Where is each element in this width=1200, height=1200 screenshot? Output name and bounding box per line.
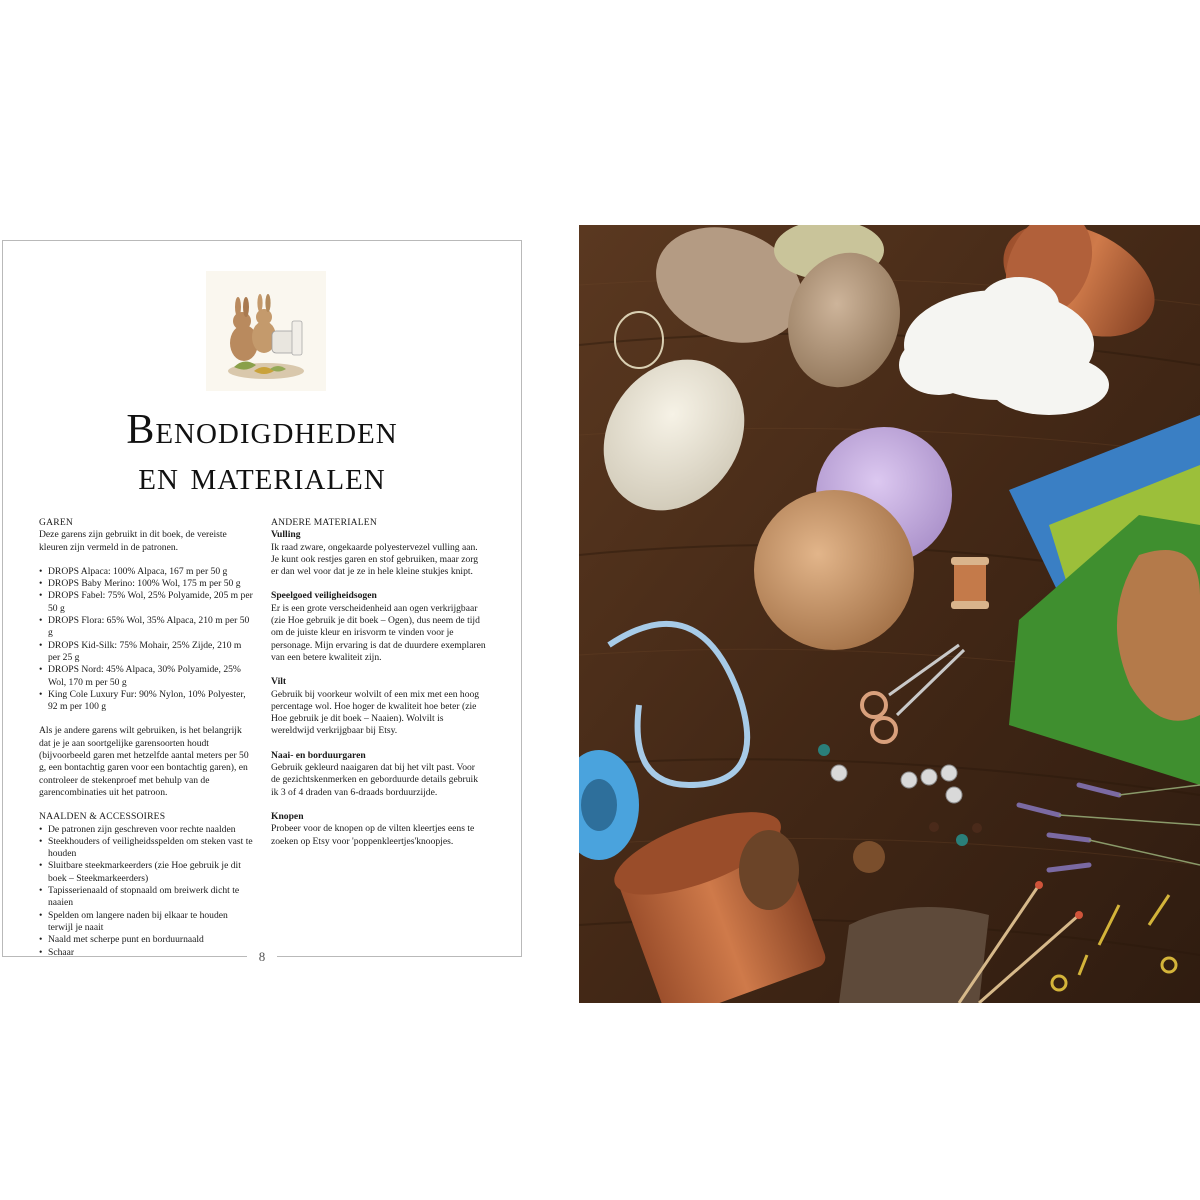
right-text-column (271, 517, 486, 848)
vilt-heading: Vilt (271, 676, 287, 688)
title-line-1: Benodigdheden (126, 407, 398, 453)
garen-naai-body: Gebruik gekleurd naaigaren dat bij het vilt past. Voor de gezichtskenmerken en geborduurde details gebruik ik 3 of 4 draden van 6-draads borduurzijde. (271, 762, 478, 798)
list-item: • DROPS Alpaca: 100% Alpaca, 167 m per 50 g (39, 566, 254, 578)
materials-photo (579, 225, 1200, 1003)
ogen-heading: Speelgoed veiligheidsogen (271, 590, 377, 602)
knopen-body: Probeer voor de knopen op de vilten kleertjes eens te zoeken op Etsy voor 'poppenkleertjes'knoopjes. (271, 823, 475, 847)
list-item: • Naald met scherpe punt en borduurnaald (39, 934, 254, 946)
left-text-column (39, 517, 254, 959)
list-item: • DROPS Baby Merino: 100% Wol, 175 m per 50 g (39, 578, 254, 590)
list-item: • Tapisserienaald of stopnaald om breiwerk dicht te naaien (39, 885, 254, 910)
vulling-heading: Vulling (271, 529, 301, 541)
list-item: • DROPS Fabel: 75% Wol, 25% Polyamide, 205 m per 50 g (39, 590, 254, 615)
title-line-2: en materialen (138, 453, 386, 499)
vulling-body: Ik raad zware, ongekaarde polyestervezel vulling aan. Je kunt ook restjes garen en stof gebruiken, maar zorg er dan wel voor dat je ze in hele kleine stukjes knipt. (271, 541, 479, 578)
list-item: • King Cole Luxury Fur: 90% Nylon, 10% Polyester, 92 m per 100 g (39, 689, 254, 714)
yarn-list (39, 566, 254, 714)
needles-list (39, 824, 254, 959)
garen-note: Als je andere garens wilt gebruiken, is het belangrijk dat je je aan soortgelijke garensoorten houdt (bijvoorbeeld garen met hetzelfde aantal meters per 50 g, een bontachtig garen voor een bontachtig garen), en controleer de stekenproef met behulp van de garencombinaties uit het patroon. (39, 725, 249, 798)
naalden-heading: NAALDEN & ACCESSOIRES (39, 811, 166, 823)
ogen-body: Er is een grote verscheidenheid aan ogen verkrijgbaar (zie Hoe gebruik je dit boek – Ogen), dus neem de tijd om de juiste kleur en irisvorm te vinden voor je personage. Mijn ervaring is dat de duurdere exemplaren van een betere kwaliteit zijn. (271, 602, 486, 663)
list-item: • DROPS Flora: 65% Wol, 35% Alpaca, 210 m per 50 g (39, 615, 254, 640)
knopen-heading: Knopen (271, 810, 304, 822)
list-item: • Sluitbare steekmarkeerders (zie Hoe gebruik je dit boek – Steekmarkeerders) (39, 860, 254, 885)
andere-heading: ANDERE MATERIALEN (271, 517, 377, 528)
garen-heading: GAREN (39, 517, 74, 528)
rabbits-illustration (206, 271, 326, 391)
page-number: 8 (258, 949, 266, 964)
page-title (3, 407, 521, 499)
left-page (2, 240, 522, 964)
garen-intro: Deze garens zijn gebruikt in dit boek, de vereiste kleuren zijn vermeld in de patronen. (39, 529, 227, 553)
list-item: • Spelden om langere naden bij elkaar te houden terwijl je naait (39, 910, 254, 935)
list-item: • De patronen zijn geschreven voor rechte naalden (39, 824, 254, 836)
list-item: • DROPS Kid-Silk: 75% Mohair, 25% Zijde, 210 m per 25 g (39, 640, 254, 665)
garen-naai-heading: Naai- en borduurgaren (271, 749, 366, 761)
list-item: • Steekhouders of veiligheidsspelden om steken vast te houden (39, 836, 254, 861)
list-item: • DROPS Nord: 45% Alpaca, 30% Polyamide, 25% Wol, 170 m per 50 g (39, 664, 254, 689)
list-item: • Schaar (39, 947, 254, 959)
vilt-body: Gebruik bij voorkeur wolvilt of een mix met een hoog percentage wol. Hoe hoger de kwaliteit hoe beter (zie Hoe gebruik je dit boek – Naaien). Wolvilt is wereldwijd verkrijgbaar bij Etsy. (271, 688, 480, 737)
